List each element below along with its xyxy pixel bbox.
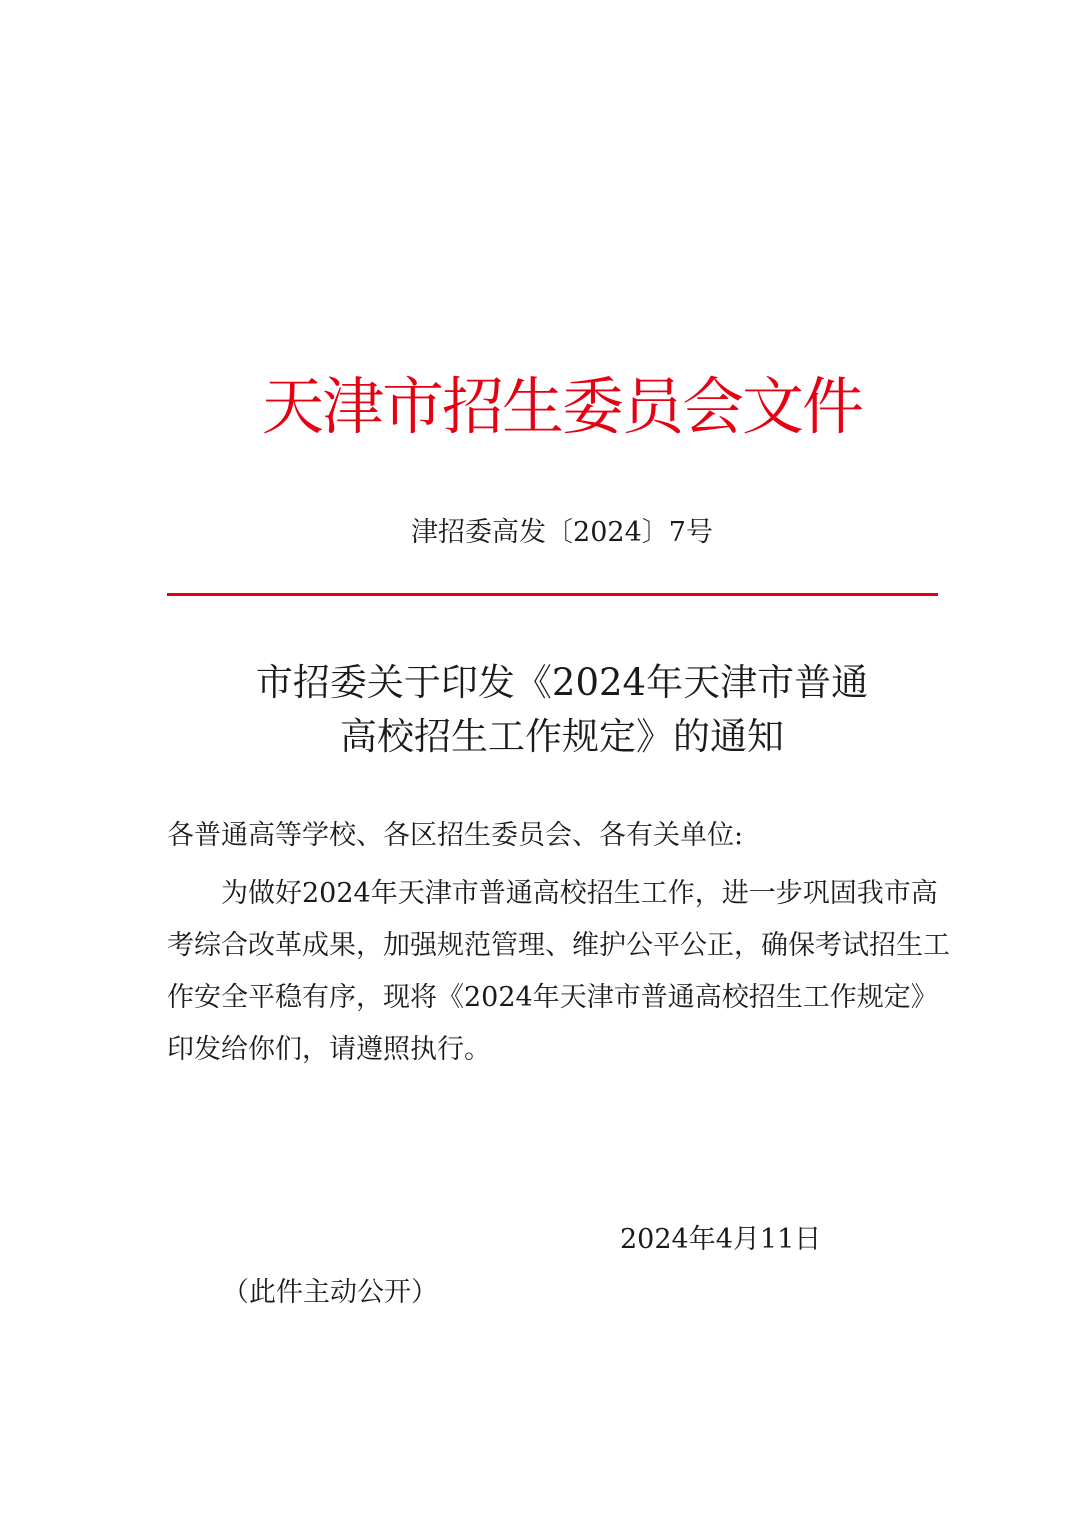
notice-title — [0, 656, 1080, 764]
paragraph-line: 印发给你们，请遵照执行。 — [167, 1034, 491, 1065]
body-paragraph — [167, 868, 967, 1076]
issuer-title: 天津市招生委员会文件 — [261, 370, 862, 443]
paragraph-line: 考综合改革成果，加强规范管理、维护公平公正，确保考试招生工 — [167, 930, 950, 961]
notice-title-line-2: 高校招生工作规定》的通知 — [340, 715, 784, 758]
document-number: 津招委高发〔2024〕7号 — [411, 517, 713, 548]
notice-title-line-1: 市招委关于印发《2024年天津市普通 — [255, 661, 869, 704]
paragraph-line: 作安全平稳有序，现将《2024年天津市普通高校招生工作规定》 — [167, 982, 938, 1013]
issue-date: 2024年4月11日 — [620, 1224, 822, 1255]
disclosure-note: （此件主动公开） — [222, 1277, 438, 1308]
salutation: 各普通高等学校、各区招生委员会、各有关单位: — [167, 820, 744, 851]
red-separator-line — [167, 593, 938, 596]
paragraph-line: 为做好2024年天津市普通高校招生工作，进一步巩固我市高 — [221, 878, 938, 909]
